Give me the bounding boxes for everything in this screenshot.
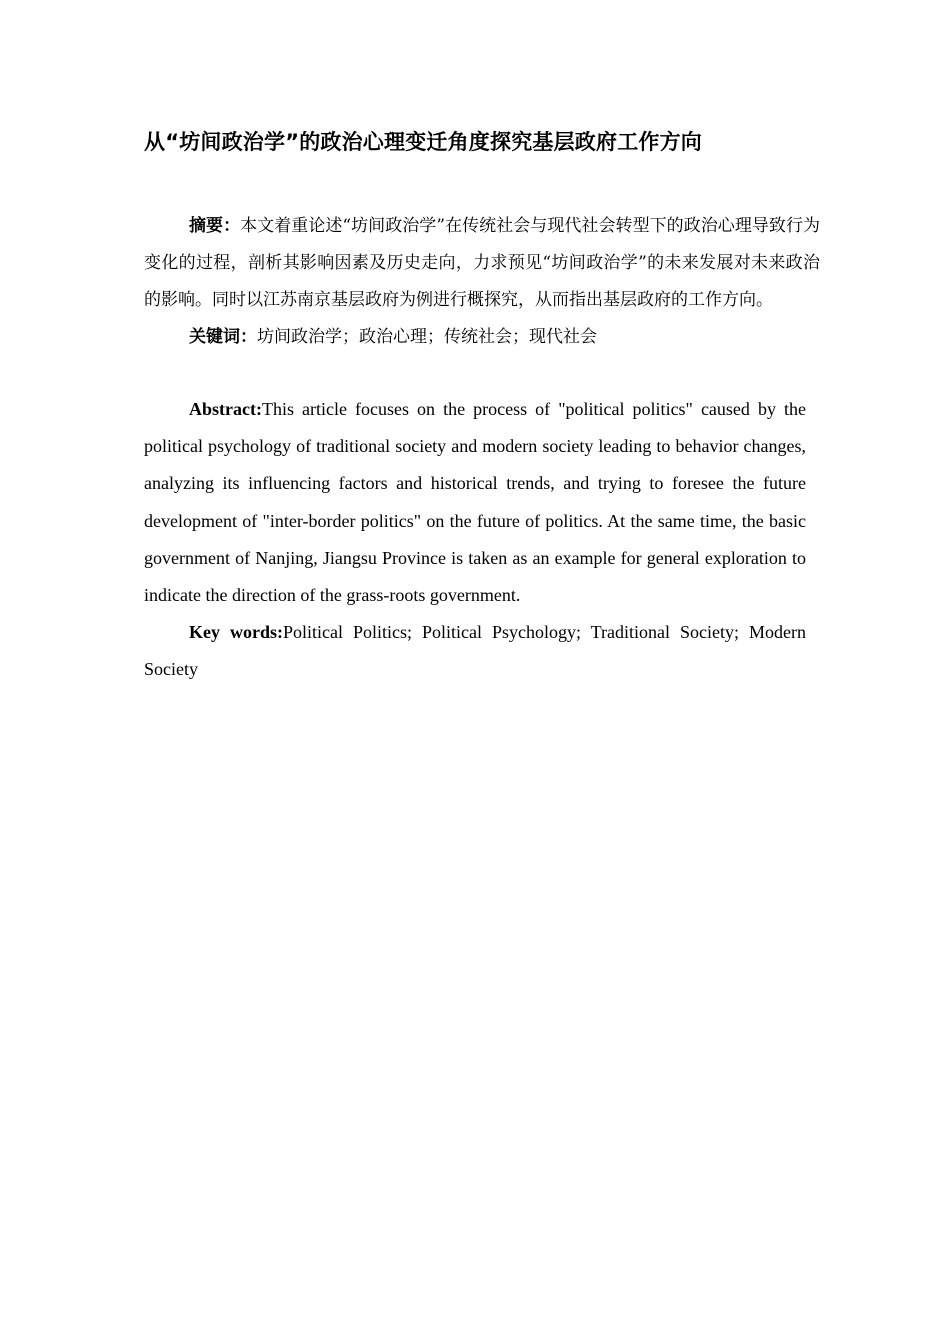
english-keywords-label: Key words: bbox=[189, 622, 283, 643]
english-keywords-text: Political Politics; Political Psychology; Traditional Society; Modern Society bbox=[144, 622, 806, 680]
english-abstract-text: This article focuses on the process of "political politics" caused by the political psychology of traditional society and modern society leading to behavior changes, analyzing its influencing factors and historical trends, and trying to foresee the future development of "inter-border politics" on the future of politics. At the same time, the basic government of Nanjing, Jiangsu Province is taken as an example for general exploration to indicate the direction of the grass-roots government. bbox=[144, 399, 806, 606]
chinese-keywords-label: 关键词： bbox=[189, 327, 257, 347]
chinese-abstract-text: 本文着重论述“坊间政治学”在传统社会与现代社会转型下的政治心理导致行为变化的过程，剖析其影响因素及历史走向，力求预见“坊间政治学”的未来发展对未来政治的影响。同时以江苏南京基层政府为例进行概探究，从而指出基层政府的工作方向。 bbox=[144, 216, 820, 310]
paper-title: 从“坊间政治学”的政治心理变迁角度探究基层政府工作方向 bbox=[144, 130, 703, 154]
english-abstract bbox=[144, 391, 806, 614]
english-abstract-label: Abstract: bbox=[189, 399, 262, 419]
english-abstract-section bbox=[144, 391, 806, 689]
chinese-keywords-text: 坊间政治学；政治心理；传统社会；现代社会 bbox=[257, 327, 597, 347]
chinese-abstract-label: 摘要： bbox=[189, 216, 241, 236]
chinese-abstract-section bbox=[144, 208, 820, 356]
chinese-abstract bbox=[144, 208, 820, 319]
chinese-keywords bbox=[144, 319, 820, 356]
english-keywords bbox=[144, 614, 806, 688]
